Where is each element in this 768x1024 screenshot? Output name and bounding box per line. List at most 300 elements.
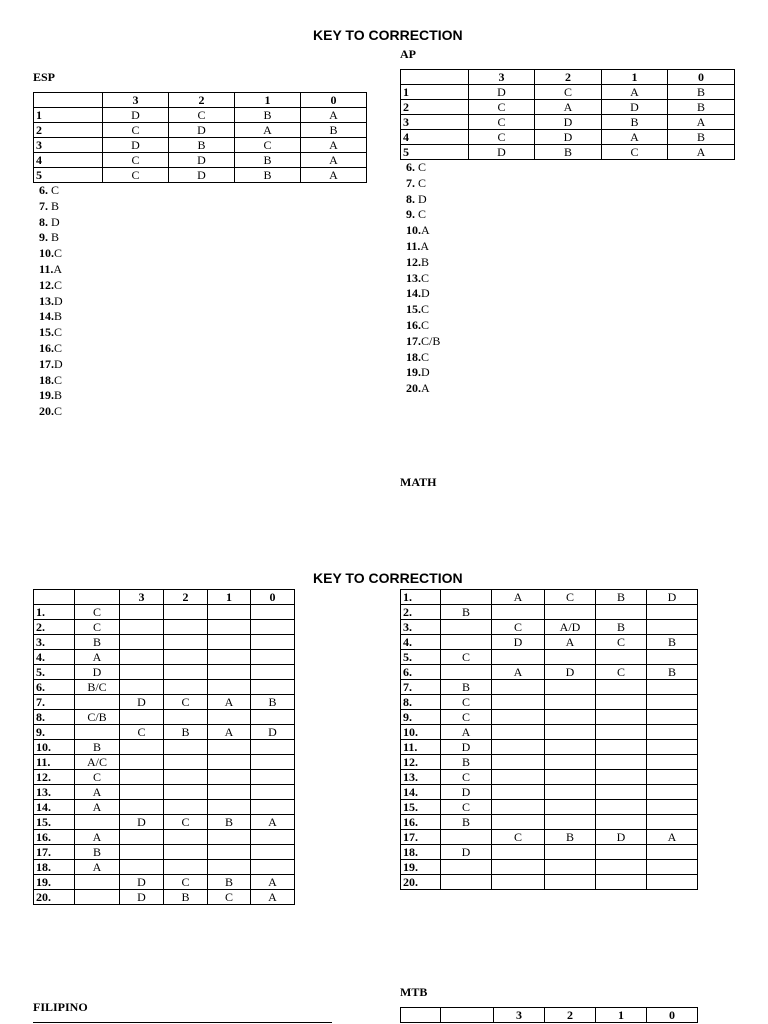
column-header <box>401 1008 441 1023</box>
item-number-cell: 7. <box>34 695 75 710</box>
item-answer: C/B <box>421 333 441 348</box>
column-header: 2 <box>535 70 602 85</box>
answer-cell: C <box>441 800 492 815</box>
page2-right-table <box>400 589 698 890</box>
column-header: 1 <box>208 590 251 605</box>
answer-cell <box>164 785 208 800</box>
item-number-cell: 9. <box>401 710 441 725</box>
table-row <box>401 100 735 115</box>
item-number-cell: 20. <box>34 890 75 905</box>
table-row <box>401 740 698 755</box>
answer-cell <box>647 875 698 890</box>
ap-answer-list <box>406 160 440 397</box>
page2-title: KEY TO CORRECTION <box>313 570 463 586</box>
answer-cell: C <box>545 590 596 605</box>
filipino-label: FILIPINO <box>33 1000 88 1014</box>
answer-cell: B <box>596 620 647 635</box>
table-row <box>401 605 698 620</box>
answer-cell <box>208 740 251 755</box>
item-number-cell: 8. <box>34 710 75 725</box>
item-answer: C <box>54 246 63 261</box>
list-item <box>39 341 63 357</box>
answer-cell <box>492 770 545 785</box>
answer-cell <box>441 860 492 875</box>
table-row <box>401 785 698 800</box>
answer-cell <box>492 845 545 860</box>
table-row <box>34 123 367 138</box>
list-item <box>39 199 63 215</box>
item-number-cell: 17. <box>401 830 441 845</box>
answer-cell <box>164 650 208 665</box>
answer-cell <box>120 665 164 680</box>
answer-cell: C <box>103 123 169 138</box>
column-header <box>75 590 120 605</box>
answer-cell <box>596 755 647 770</box>
table-row <box>34 695 295 710</box>
list-item <box>406 223 440 239</box>
answer-cell <box>545 875 596 890</box>
answer-cell <box>647 620 698 635</box>
answer-cell <box>120 605 164 620</box>
table-row <box>34 800 295 815</box>
answer-cell: D <box>492 635 545 650</box>
answer-cell: B <box>535 145 602 160</box>
answer-cell: C <box>469 115 535 130</box>
answer-cell <box>545 740 596 755</box>
answer-cell <box>596 695 647 710</box>
item-number: 17. <box>406 333 421 348</box>
item-number-cell: 10. <box>34 740 75 755</box>
answer-cell: C <box>235 138 301 153</box>
answer-cell: B/C <box>75 680 120 695</box>
page2-left-table <box>33 589 295 905</box>
answer-cell <box>647 680 698 695</box>
column-header: 3 <box>494 1008 545 1023</box>
item-answer: D <box>421 365 430 380</box>
answer-cell: B <box>251 695 295 710</box>
list-item <box>406 271 440 287</box>
answer-cell <box>251 860 295 875</box>
answer-cell: A <box>75 800 120 815</box>
item-number: 15. <box>406 302 421 317</box>
answer-cell <box>492 875 545 890</box>
table-row <box>34 168 367 183</box>
table-row <box>401 710 698 725</box>
answer-cell: C <box>208 890 251 905</box>
answer-cell: C <box>596 665 647 680</box>
list-item <box>39 215 63 231</box>
answer-cell: D <box>545 665 596 680</box>
item-answer: C <box>415 207 427 222</box>
answer-cell <box>251 665 295 680</box>
answer-cell: D <box>441 845 492 860</box>
answer-cell: D <box>120 890 164 905</box>
answer-cell: A <box>492 590 545 605</box>
item-answer: C <box>415 160 427 174</box>
answer-cell <box>208 650 251 665</box>
table-row <box>34 605 295 620</box>
item-answer: B <box>54 388 63 403</box>
list-item <box>39 357 63 373</box>
item-answer: C <box>421 270 430 285</box>
table-row <box>34 875 295 890</box>
answer-cell <box>492 740 545 755</box>
answer-cell <box>545 800 596 815</box>
answer-cell: B <box>208 875 251 890</box>
column-header: 2 <box>164 590 208 605</box>
item-number-cell: 6. <box>401 665 441 680</box>
answer-cell <box>647 815 698 830</box>
ap-table <box>400 69 735 160</box>
list-item <box>406 365 440 381</box>
answer-cell: D <box>596 830 647 845</box>
table-header-row <box>401 1008 698 1023</box>
item-number-cell: 17. <box>34 845 75 860</box>
item-number: 6. <box>39 183 48 197</box>
column-header <box>34 590 75 605</box>
item-number-cell: 13. <box>401 770 441 785</box>
table-row <box>34 860 295 875</box>
list-item <box>406 350 440 366</box>
column-header: 3 <box>469 70 535 85</box>
answer-cell <box>164 740 208 755</box>
answer-cell: C <box>469 130 535 145</box>
item-number-cell: 5. <box>34 665 75 680</box>
item-number-cell: 11. <box>34 755 75 770</box>
list-item <box>406 318 440 334</box>
list-item <box>406 192 440 208</box>
item-answer: C <box>421 302 430 317</box>
answer-cell: C <box>596 635 647 650</box>
answer-cell <box>208 710 251 725</box>
item-number-cell: 1 <box>34 108 103 123</box>
item-number-cell: 18. <box>34 860 75 875</box>
answer-cell: D <box>535 115 602 130</box>
answer-cell: D <box>120 875 164 890</box>
item-number-cell: 1 <box>401 85 469 100</box>
item-number: 11. <box>39 261 54 276</box>
answer-cell: A <box>208 695 251 710</box>
item-number-cell: 12. <box>401 755 441 770</box>
answer-cell <box>120 785 164 800</box>
table-row <box>34 680 295 695</box>
answer-cell <box>492 650 545 665</box>
answer-cell <box>164 800 208 815</box>
answer-cell <box>208 830 251 845</box>
answer-cell <box>647 740 698 755</box>
answer-cell: D <box>441 785 492 800</box>
answer-cell: A <box>301 138 367 153</box>
column-header: 1 <box>602 70 668 85</box>
item-number-cell: 5. <box>401 650 441 665</box>
table-header-row <box>401 70 735 85</box>
answer-cell: A <box>668 115 735 130</box>
item-number: 9. <box>406 207 415 222</box>
item-number: 8. <box>406 191 415 206</box>
item-answer: C <box>421 349 430 364</box>
item-number-cell: 9. <box>34 725 75 740</box>
answer-cell <box>164 710 208 725</box>
item-answer: C <box>48 183 60 197</box>
list-item <box>39 404 63 420</box>
item-number-cell: 3. <box>34 635 75 650</box>
answer-cell: B <box>301 123 367 138</box>
item-number-cell: 19. <box>401 860 441 875</box>
answer-cell: A <box>251 875 295 890</box>
answer-cell: C <box>492 830 545 845</box>
item-number-cell: 4. <box>401 635 441 650</box>
table-row <box>401 145 735 160</box>
answer-cell: A <box>602 130 668 145</box>
answer-cell: D <box>103 138 169 153</box>
answer-cell <box>251 740 295 755</box>
answer-cell <box>251 800 295 815</box>
list-item <box>406 207 440 223</box>
table-row <box>34 890 295 905</box>
answer-cell <box>251 755 295 770</box>
answer-cell <box>441 830 492 845</box>
mtb-label: MTB <box>400 985 428 999</box>
table-row <box>34 785 295 800</box>
table-row <box>401 680 698 695</box>
item-answer: A <box>53 261 63 276</box>
answer-cell: A <box>668 145 735 160</box>
answer-cell: A <box>647 830 698 845</box>
item-number: 16. <box>39 340 54 355</box>
answer-cell <box>75 875 120 890</box>
table-row <box>401 590 698 605</box>
answer-cell <box>251 635 295 650</box>
table-row <box>34 770 295 785</box>
column-header: 0 <box>647 1008 698 1023</box>
table-row <box>401 860 698 875</box>
answer-cell <box>596 815 647 830</box>
answer-cell <box>596 650 647 665</box>
answer-cell: B <box>75 635 120 650</box>
answer-cell: D <box>169 153 235 168</box>
answer-cell: A <box>535 100 602 115</box>
item-answer: A <box>420 238 430 253</box>
ap-label: AP <box>400 47 416 61</box>
table-row <box>401 620 698 635</box>
answer-cell: A <box>75 830 120 845</box>
answer-cell <box>596 875 647 890</box>
answer-cell <box>164 605 208 620</box>
answer-cell <box>251 830 295 845</box>
answer-cell: C/B <box>75 710 120 725</box>
answer-cell <box>120 860 164 875</box>
item-number-cell: 4 <box>34 153 103 168</box>
answer-cell <box>596 770 647 785</box>
answer-cell <box>647 725 698 740</box>
answer-cell: B <box>441 680 492 695</box>
answer-cell <box>492 800 545 815</box>
answer-cell <box>647 845 698 860</box>
column-header: 2 <box>169 93 235 108</box>
item-number-cell: 8. <box>401 695 441 710</box>
list-item <box>39 309 63 325</box>
answer-cell <box>164 680 208 695</box>
answer-cell: B <box>647 635 698 650</box>
item-number: 10. <box>39 246 54 261</box>
table-row <box>34 740 295 755</box>
answer-cell <box>164 830 208 845</box>
answer-cell: B <box>164 725 208 740</box>
answer-cell <box>208 755 251 770</box>
answer-cell <box>164 845 208 860</box>
table-row <box>401 815 698 830</box>
answer-cell <box>251 770 295 785</box>
answer-cell <box>596 605 647 620</box>
item-number: 18. <box>406 349 421 364</box>
answer-cell <box>492 725 545 740</box>
item-number-cell: 7. <box>401 680 441 695</box>
list-item <box>406 381 440 397</box>
answer-cell <box>647 860 698 875</box>
item-number: 17. <box>39 356 54 371</box>
list-item <box>406 255 440 271</box>
answer-cell: C <box>469 100 535 115</box>
answer-cell <box>492 710 545 725</box>
list-item <box>39 246 63 262</box>
answer-cell: A <box>251 890 295 905</box>
answer-cell: B <box>647 665 698 680</box>
page1-title: KEY TO CORRECTION <box>313 27 463 43</box>
answer-cell <box>545 605 596 620</box>
item-number-cell: 15. <box>34 815 75 830</box>
item-answer: D <box>415 191 427 206</box>
answer-cell <box>120 845 164 860</box>
answer-cell <box>120 755 164 770</box>
answer-cell: C <box>164 695 208 710</box>
item-number: 7. <box>39 198 48 213</box>
column-header <box>34 93 103 108</box>
item-number-cell: 2 <box>401 100 469 115</box>
list-item <box>406 302 440 318</box>
answer-cell <box>75 890 120 905</box>
answer-cell <box>164 755 208 770</box>
item-answer: D <box>48 214 60 229</box>
answer-cell: B <box>75 740 120 755</box>
answer-cell <box>208 680 251 695</box>
item-number-cell: 2. <box>34 620 75 635</box>
table-row <box>34 108 367 123</box>
answer-cell: A <box>602 85 668 100</box>
esp-answer-list <box>39 183 63 420</box>
answer-cell <box>596 860 647 875</box>
answer-cell: D <box>75 665 120 680</box>
answer-cell: C <box>164 875 208 890</box>
answer-cell <box>545 695 596 710</box>
answer-cell <box>492 605 545 620</box>
item-answer: A <box>421 223 430 238</box>
table-row <box>401 665 698 680</box>
item-number: 19. <box>406 365 421 380</box>
item-number-cell: 10. <box>401 725 441 740</box>
item-answer: D <box>421 286 430 301</box>
item-number: 13. <box>406 270 421 285</box>
answer-cell: C <box>169 108 235 123</box>
answer-cell <box>120 770 164 785</box>
answer-cell <box>492 680 545 695</box>
answer-cell: C <box>441 695 492 710</box>
item-number: 12. <box>39 277 54 292</box>
answer-cell: D <box>169 168 235 183</box>
item-number: 7. <box>406 175 415 190</box>
answer-cell <box>164 620 208 635</box>
answer-cell <box>208 635 251 650</box>
answer-cell <box>164 860 208 875</box>
table-row <box>401 725 698 740</box>
answer-cell: C <box>164 815 208 830</box>
item-number: 20. <box>406 381 421 396</box>
answer-cell <box>596 680 647 695</box>
item-number-cell: 13. <box>34 785 75 800</box>
answer-cell <box>441 620 492 635</box>
item-number-cell: 16. <box>401 815 441 830</box>
answer-cell <box>251 680 295 695</box>
answer-cell <box>545 725 596 740</box>
answer-cell <box>120 635 164 650</box>
item-answer: D <box>54 293 63 308</box>
answer-cell <box>441 665 492 680</box>
answer-cell: D <box>602 100 668 115</box>
answer-cell: D <box>120 695 164 710</box>
table-row <box>34 710 295 725</box>
answer-cell <box>208 770 251 785</box>
answer-cell: B <box>75 845 120 860</box>
answer-cell <box>647 770 698 785</box>
table-row <box>34 755 295 770</box>
item-answer: C <box>54 372 63 387</box>
answer-cell: B <box>164 890 208 905</box>
answer-cell: D <box>535 130 602 145</box>
table-row <box>34 635 295 650</box>
item-answer: B <box>54 309 63 324</box>
answer-cell: A <box>251 815 295 830</box>
answer-cell: A/D <box>545 620 596 635</box>
column-header: 0 <box>668 70 735 85</box>
column-header <box>401 70 469 85</box>
answer-cell: B <box>596 590 647 605</box>
item-number-cell: 2. <box>401 605 441 620</box>
answer-cell: C <box>120 725 164 740</box>
answer-cell: B <box>235 108 301 123</box>
table-row <box>34 153 367 168</box>
answer-cell: C <box>75 770 120 785</box>
table-header-row <box>34 590 295 605</box>
esp-label: ESP <box>33 70 56 84</box>
answer-cell <box>596 800 647 815</box>
item-number: 15. <box>39 325 54 340</box>
table-row <box>401 800 698 815</box>
answer-cell <box>251 620 295 635</box>
item-number: 14. <box>406 286 421 301</box>
answer-cell <box>208 860 251 875</box>
table-row <box>34 620 295 635</box>
table-row <box>401 875 698 890</box>
answer-cell <box>75 695 120 710</box>
answer-cell: B <box>235 153 301 168</box>
item-answer: B <box>48 230 60 245</box>
answer-cell: B <box>668 85 735 100</box>
item-answer: B <box>48 198 60 213</box>
column-header: 0 <box>251 590 295 605</box>
table-row <box>401 650 698 665</box>
item-number: 19. <box>39 388 54 403</box>
answer-cell <box>545 860 596 875</box>
answer-cell <box>208 665 251 680</box>
